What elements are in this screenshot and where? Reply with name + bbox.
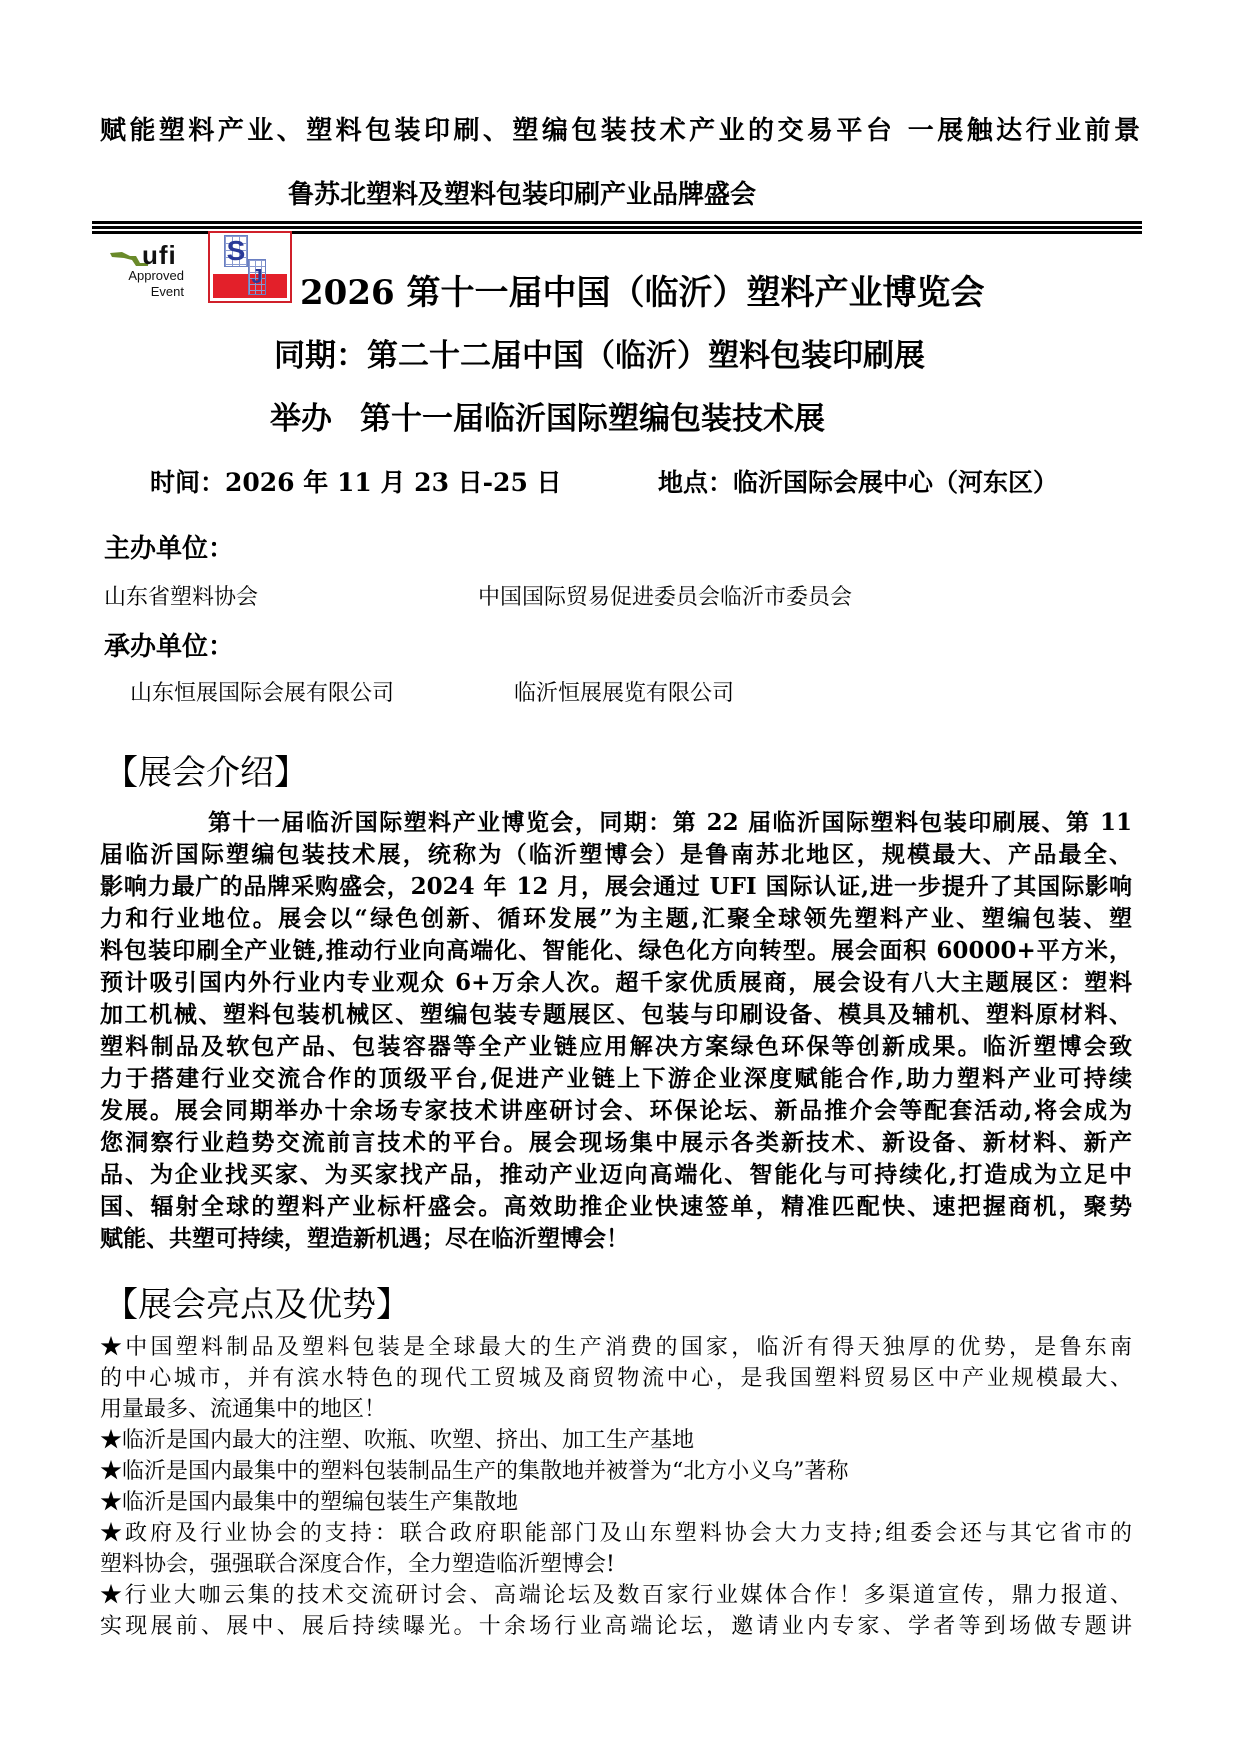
- highlight-item: ★行业大咖云集的技术交流研讨会、高端论坛及数百家行业媒体合作！多渠道宣传，鼎力报道、: [100, 1583, 1132, 1608]
- highlight-item-continuation: 塑料协会，强强联合深度合作，全力塑造临沂塑博会!: [100, 1552, 615, 1577]
- ufi-event-text: Event: [150, 284, 184, 299]
- intro-line: 赋能、共塑可持续，塑造新机遇；尽在临沂塑博会！: [100, 1225, 629, 1252]
- highlight-item: ★临沂是国内最集中的塑编包装生产集散地: [100, 1490, 519, 1515]
- highlights-heading: 【展会亮点及优势】: [104, 1285, 410, 1325]
- hold-label: 举办: [270, 401, 332, 437]
- ufi-wordmark: ufi: [142, 240, 177, 270]
- intro-line: 力于搭建行业交流合作的顶级平台,促进产业链上下游企业深度赋能合作,助力塑料产业可持续: [100, 1065, 1132, 1092]
- highlight-item: ★政府及行业协会的支持：联合政府职能部门及山东塑料协会大力支持;组委会还与其它省市的: [100, 1521, 1132, 1546]
- intro-line: 影响力最广的品牌采购盛会，2024 年 12 月，展会通过 UFI 国际认证,进一步提升了其国际影响: [100, 873, 1132, 900]
- undertaker-organizer: 临沂恒展展览有限公司: [514, 681, 735, 706]
- highlight-item-continuation: 的中心城市，并有滨水特色的现代工贸城及商贸物流中心，是我国塑料贸易区中产业规模最大、: [100, 1366, 1132, 1391]
- co-held-exhibition-title: [270, 393, 825, 438]
- intro-line: 预计吸引国内外行业内专业观众 6+万余人次。超千家优质展商，展会设有八大主题展区：塑料: [100, 969, 1132, 996]
- header-subtagline: 鲁苏北塑料及塑料包装印刷产业品牌盛会: [288, 180, 757, 210]
- highlight-item: ★临沂是国内最大的注塑、吹瓶、吹塑、挤出、加工生产基地: [100, 1428, 695, 1453]
- concurrent-exhibition-title: 同期：第二十二届中国（临沂）塑料包装印刷展: [274, 338, 925, 374]
- highlight-item: ★临沂是国内最集中的塑料包装制品生产的集散地并被誉为“北方小义乌”著称: [100, 1459, 849, 1484]
- sj-logo-letter-s: S: [224, 235, 248, 267]
- header-rule: [92, 226, 1142, 229]
- intro-paragraph: [100, 807, 1132, 1255]
- exhibition-time: 时间：2026 年 11 月 23 日-25 日: [150, 468, 562, 497]
- intro-line: 塑料制品及软包产品、包装容器等全产业链应用解决方案绿色环保等创新成果。临沂塑博会致: [100, 1033, 1132, 1060]
- header-rule: [92, 221, 1142, 224]
- intro-line: 发展。展会同期举办十余场专家技术讲座研讨会、环保论坛、新品推介会等配套活动,将会成为: [100, 1097, 1132, 1124]
- intro-line: 国、辐射全球的塑料产业标杆盛会。高效助推企业快速签单，精准匹配快、速把握商机，聚势: [100, 1193, 1132, 1220]
- exhibition-venue: 地点：临沂国际会展中心（河东区）: [658, 468, 1059, 497]
- header-tagline: 赋能塑料产业、塑料包装印刷、塑编包装技术产业的交易平台 一展触达行业前景: [100, 116, 1140, 146]
- undertaker-organizer: 山东恒展国际会展有限公司: [130, 681, 395, 706]
- host-organizer: 中国国际贸易促进委员会临沂市委员会: [478, 585, 853, 610]
- highlights-list: [100, 1332, 1132, 1642]
- intro-line: 第十一届临沂国际塑料产业博览会，同期：第 22 届临沂国际塑料包装印刷展、第 11: [208, 809, 1132, 836]
- host-organizer: 山东省塑料协会: [104, 585, 259, 610]
- exhibition-main-title: 2026 第十一届中国（临沂）塑料产业博览会: [300, 273, 985, 313]
- intro-line: 届临沂国际塑编包装技术展，统称为（临沂塑博会）是鲁南苏北地区，规模最大、产品最全、: [100, 841, 1132, 868]
- sj-organizer-logo: [208, 231, 292, 303]
- ufi-approved-event-logo: [108, 240, 198, 304]
- ufi-approved-text: Approved: [128, 268, 184, 283]
- intro-line: 料包装印刷全产业链,推动行业向高端化、智能化、绿色化方向转型。展会面积 60000+平方米，: [100, 937, 1132, 964]
- intro-line: 您洞察行业趋势交流前言技术的平台。展会现场集中展示各类新技术、新设备、新材料、新产: [100, 1129, 1132, 1156]
- intro-line: 品、为企业找买家、为买家找产品，推动产业迈向高端化、智能化与可持续化,打造成为立足中: [100, 1161, 1132, 1188]
- undertaker-heading: 承办单位：: [104, 632, 235, 662]
- highlight-item-continuation: 实现展前、展中、展后持续曝光。十余场行业高端论坛，邀请业内专家、学者等到场做专题讲: [100, 1614, 1132, 1639]
- host-heading: 主办单位：: [104, 534, 235, 564]
- intro-heading: 【展会介绍】: [104, 753, 308, 793]
- highlight-item-continuation: 用量最多、流通集中的地区！: [100, 1397, 387, 1422]
- intro-line: 加工机械、塑料包装机械区、塑编包装专题展区、包装与印刷设备、模具及辅机、塑料原材料、: [100, 1001, 1132, 1028]
- sj-logo-letter-j: J: [248, 259, 266, 295]
- highlight-item: ★中国塑料制品及塑料包装是全球最大的生产消费的国家，临沂有得天独厚的优势，是鲁东南: [100, 1335, 1132, 1360]
- intro-line: 力和行业地位。展会以“绿色创新、循环发展”为主题,汇聚全球领先塑料产业、塑编包装、塑: [100, 905, 1132, 932]
- hold-event: 第十一届临沂国际塑编包装技术展: [360, 401, 825, 437]
